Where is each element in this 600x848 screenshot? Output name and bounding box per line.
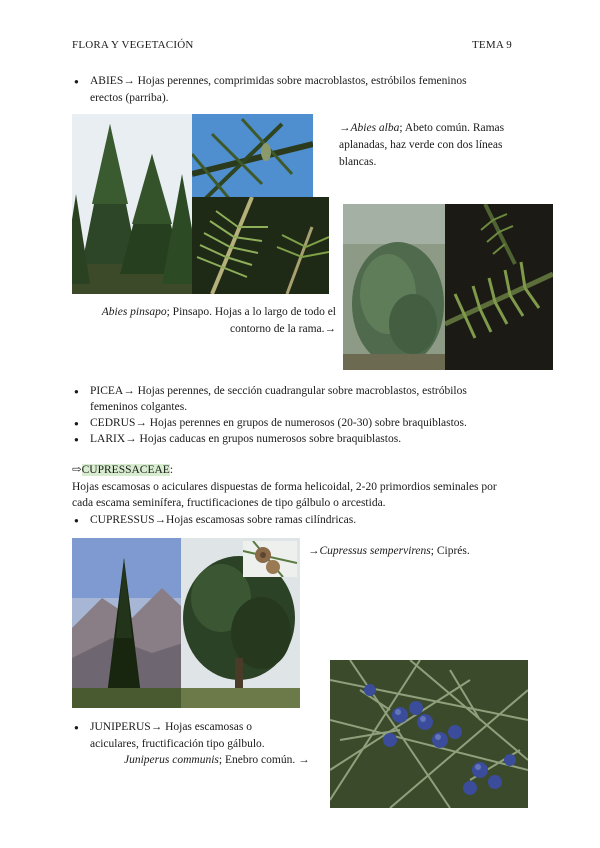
juniperus-line2: aciculares, fructificación tipo gálbulo. bbox=[90, 738, 265, 750]
cupressaceae-colon: : bbox=[169, 464, 174, 476]
juniperus-caption bbox=[124, 753, 310, 768]
list-item bbox=[90, 513, 356, 528]
abies-alba-caption bbox=[339, 121, 504, 170]
abies-alba-line1: ; Abeto común. Ramas bbox=[399, 122, 505, 134]
arrow-icon: ⇨ bbox=[72, 464, 82, 476]
cupressaceae-heading bbox=[72, 463, 173, 478]
abies-needles-photo bbox=[192, 197, 329, 294]
cupressus-caption bbox=[308, 544, 470, 559]
juniper-berries-photo bbox=[330, 660, 528, 808]
abies-pinsapo-caption bbox=[80, 305, 336, 337]
header-topic: TEMA 9 bbox=[472, 39, 513, 51]
header-title: FLORA Y VEGETACIÓN bbox=[72, 39, 194, 51]
cypress-cones-photo bbox=[243, 541, 297, 577]
abies-pinsapo-line2: contorno de la rama.→ bbox=[229, 323, 336, 335]
cupressus-common: ; Ciprés. bbox=[430, 545, 470, 557]
juniperus-name: Juniperus communis bbox=[124, 754, 219, 766]
abies-forest-photo bbox=[72, 114, 194, 294]
cupressus-bullet: ● CUPRESSUS→Hojas escamosas sobre ramas cilíndricas. bbox=[90, 514, 357, 526]
picea-line1: ● PICEA→ Hojas perennes, de sección cuadrangular sobre macroblastos, estróbilos bbox=[90, 385, 467, 397]
cupressaceae-desc-line1: Hojas escamosas o aciculares dispuestas de forma helicoidal, 2-20 primordios seminales por bbox=[72, 481, 497, 493]
juniperus-line1: ● JUNIPERUS→ Hojas escamosas o bbox=[90, 721, 252, 733]
cupressaceae-desc-line2: cada escama seminífera, fructificaciones de tipo gálbulo o arcestida. bbox=[72, 497, 386, 509]
cupressus-name: Cupressus sempervirens bbox=[319, 545, 431, 557]
abies-pinsapo-line1: ; Pinsapo. Hojas a lo largo de todo el bbox=[166, 306, 336, 318]
pinsapo-tree-photo bbox=[343, 204, 449, 370]
abies-pinsapo-name: Abies pinsapo bbox=[101, 306, 167, 318]
abies-alba-name: →Abies alba bbox=[339, 122, 400, 134]
cupressus-arrow: → bbox=[308, 545, 320, 557]
list-item bbox=[90, 416, 467, 431]
abies-branch-sky-photo bbox=[192, 114, 313, 202]
abies-bullet-line1: ● ABIES→ Hojas perennes, comprimidas sobre macroblastos, estróbilos femeninos bbox=[90, 75, 467, 87]
list-item bbox=[90, 74, 467, 106]
abies-alba-line3: blancas. bbox=[339, 156, 377, 168]
list-item bbox=[90, 720, 265, 752]
abies-alba-line2: aplanadas, haz verde con dos líneas bbox=[339, 139, 503, 151]
list-item bbox=[90, 384, 467, 415]
cedrus-line: ● CEDRUS→ Hojas perennes en grupos de numerosos (20-30) sobre braquiblastos. bbox=[90, 417, 467, 429]
abies-bullet-line2: erectos (parriba). bbox=[90, 92, 169, 104]
picea-line2: femeninos colgantes. bbox=[90, 401, 188, 413]
cypress-tree-photo bbox=[72, 538, 183, 708]
larix-line: ● LARIX→ Hojas caducas en grupos numerosos sobre braquiblastos. bbox=[90, 433, 402, 445]
list-item bbox=[90, 432, 401, 447]
cupressaceae-title: CUPRESSACEAE bbox=[81, 464, 170, 476]
pinsapo-branch-photo bbox=[445, 204, 553, 370]
juniperus-common: ; Enebro común. → bbox=[218, 754, 310, 766]
